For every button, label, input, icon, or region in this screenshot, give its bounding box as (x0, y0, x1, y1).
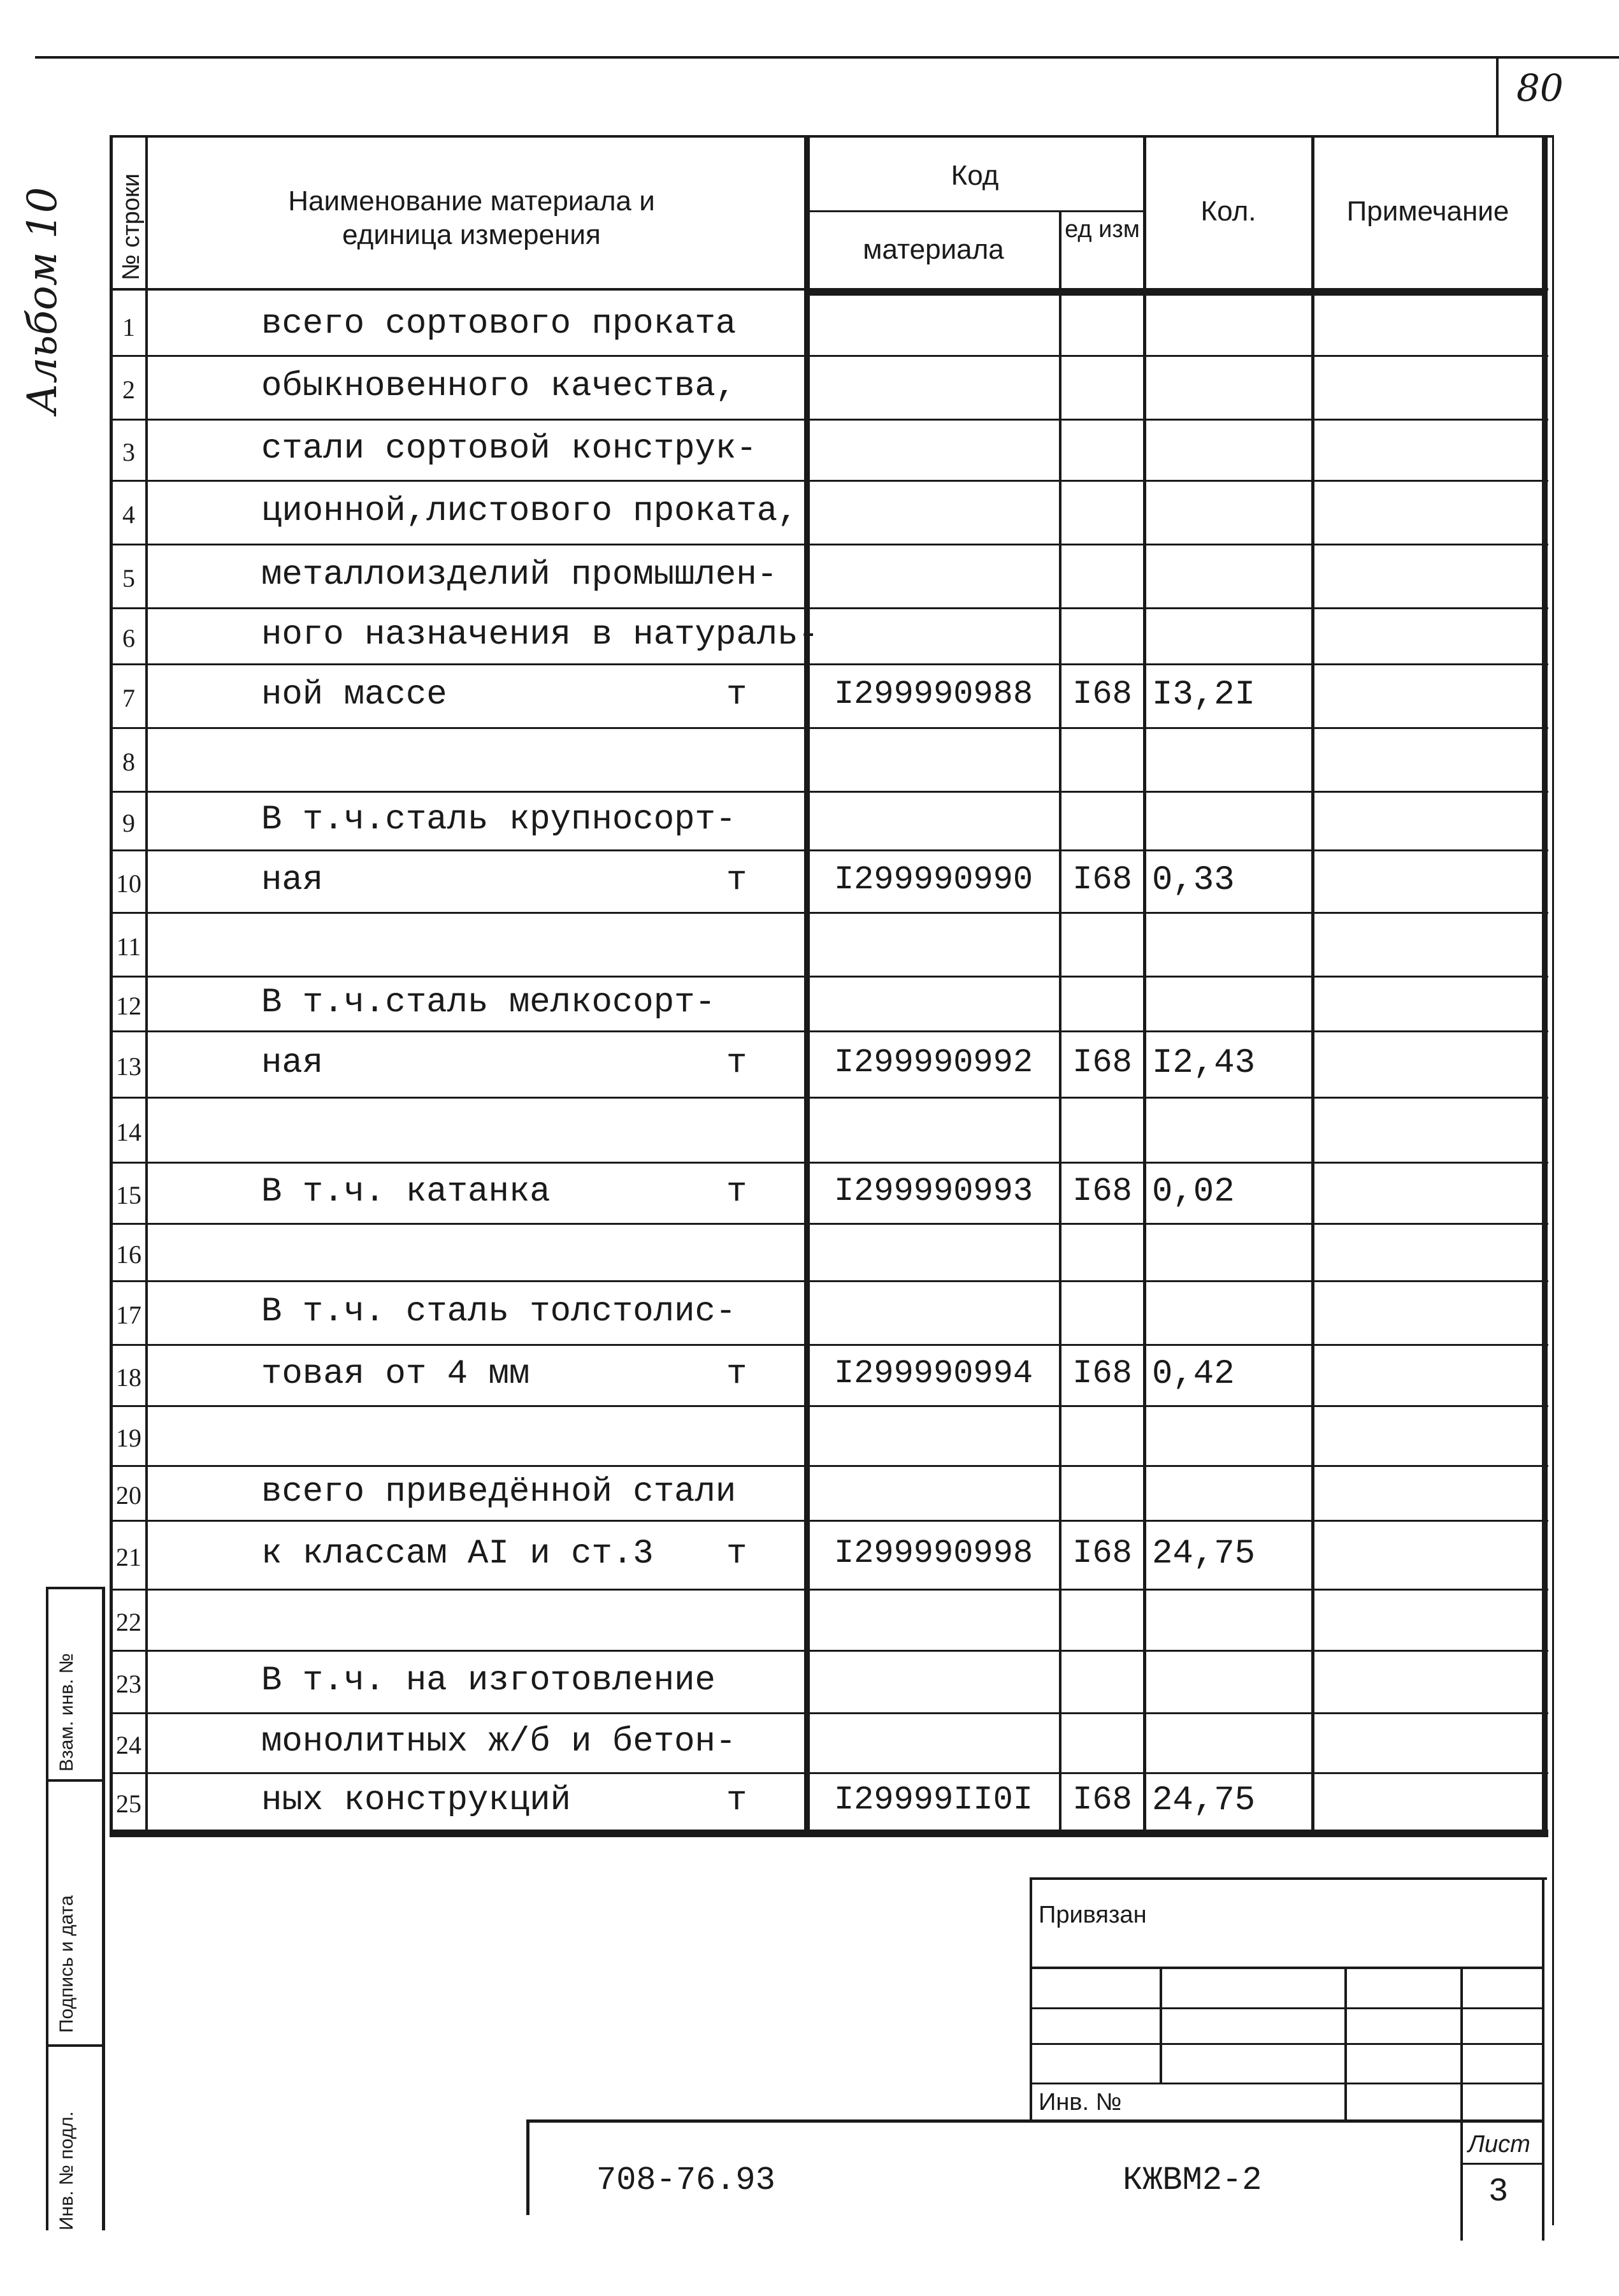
header-code-material: материала (863, 234, 1004, 265)
row-divider (110, 1712, 1548, 1714)
row-number: 15 (116, 1181, 141, 1209)
sheet-label: Лист (1468, 2131, 1530, 2158)
row-ed: I68 (1072, 1173, 1132, 1210)
row-name: В т.ч.сталь мелкосорт- (261, 983, 716, 1022)
row-name: В т.ч. сталь толстолис- (261, 1292, 737, 1331)
row-number: 2 (122, 375, 135, 404)
row-number: 24 (116, 1731, 141, 1759)
header-qty: Кол. (1200, 196, 1256, 227)
sheet-label-rule (1460, 2163, 1544, 2165)
title-strip-top (526, 2119, 1544, 2123)
row-number: 1 (122, 313, 135, 342)
margin-divider-1 (46, 1587, 104, 1589)
stamp-row-3 (1030, 2043, 1544, 2045)
row-name: всего приведённой стали (261, 1473, 737, 1512)
header-rownum: № строки (118, 173, 145, 280)
row-unit: т (726, 675, 747, 714)
row-divider (110, 849, 1548, 851)
stamp-col-3 (1460, 1967, 1463, 2241)
row-qty: I2,43 (1152, 1044, 1256, 1083)
row-number: 8 (122, 747, 135, 776)
row-ed: I68 (1072, 675, 1132, 713)
row-divider (110, 976, 1548, 978)
row-divider (110, 1223, 1548, 1225)
row-code: I299990994 (833, 1355, 1033, 1392)
row-number: 13 (116, 1052, 141, 1081)
row-number: 17 (116, 1301, 141, 1329)
row-divider (110, 1520, 1548, 1522)
stamp-box-top (1030, 1877, 1547, 1880)
row-name: обыкновенного качества, (261, 367, 737, 406)
row-code: I299990993 (833, 1173, 1033, 1210)
row-unit: т (726, 861, 747, 900)
outer-right-edge (1552, 135, 1554, 2225)
table-bottom (110, 1831, 1548, 1837)
row-ed: I68 (1072, 861, 1132, 899)
row-unit: т (726, 1044, 747, 1083)
row-ed: I68 (1072, 1044, 1132, 1081)
row-number: 9 (122, 809, 135, 837)
row-name: стали сортовой конструк- (261, 430, 757, 468)
row-divider (110, 1280, 1548, 1282)
top-rule (35, 56, 1619, 59)
row-name: монолитных ж/б и бетон- (261, 1722, 737, 1761)
row-divider (110, 1405, 1548, 1407)
row-name: ной массе (261, 675, 447, 714)
row-number: 20 (116, 1481, 141, 1510)
row-ed: I68 (1072, 1355, 1132, 1392)
col-name-border (804, 135, 810, 1835)
row-unit: т (726, 1534, 747, 1573)
col-rownum-border (145, 135, 148, 1835)
stamp-row-1 (1030, 1967, 1544, 1969)
row-ed: I68 (1072, 1534, 1132, 1572)
row-name: всего сортового проката (261, 305, 737, 343)
col-unit-border (1143, 135, 1146, 1835)
row-qty: 24,75 (1152, 1781, 1256, 1820)
row-number: 22 (116, 1608, 141, 1636)
row-number: 12 (116, 992, 141, 1020)
row-number: 3 (122, 438, 135, 466)
doc-code: КЖВМ2-2 (1123, 2162, 1262, 2199)
header-note: Примечание (1346, 196, 1509, 227)
row-number: 14 (116, 1118, 141, 1146)
row-divider (110, 1772, 1548, 1774)
row-divider (110, 1830, 1548, 1831)
stamp-col-2 (1344, 1967, 1347, 2119)
stamp-row-4 (1030, 2083, 1544, 2084)
col-right-border (1542, 135, 1548, 1835)
row-name: ная (261, 1044, 324, 1083)
row-qty: 0,42 (1152, 1355, 1235, 1394)
row-code: I29999II0I (833, 1781, 1033, 1819)
header-name: Наименование материала и единица измерения (288, 185, 655, 250)
header-code-unit: ед изм (1065, 216, 1140, 243)
row-unit: т (726, 1781, 747, 1820)
stamp-box-right (1542, 1877, 1544, 2241)
row-qty: I3,2I (1152, 675, 1256, 714)
margin-divider-2 (46, 1779, 104, 1782)
row-number: 16 (116, 1240, 141, 1269)
margin-strip-outer (46, 1587, 48, 2230)
row-divider (110, 607, 1548, 609)
row-number: 18 (116, 1363, 141, 1392)
row-divider (110, 355, 1548, 357)
row-number: 23 (116, 1670, 141, 1698)
row-divider (110, 1344, 1548, 1346)
row-name: ционной,листового проката, (261, 492, 798, 531)
row-number: 11 (116, 932, 141, 961)
stamp-row-2 (1030, 2007, 1544, 2009)
row-unit: т (726, 1355, 747, 1394)
row-divider (110, 1030, 1548, 1032)
row-divider (110, 1589, 1548, 1591)
row-name: ная (261, 861, 324, 900)
body-top-thick (804, 291, 1548, 296)
row-number: 10 (116, 869, 141, 898)
row-divider (110, 663, 1548, 665)
row-code: I299990998 (833, 1534, 1033, 1572)
row-name: товая от 4 мм (261, 1355, 530, 1394)
page-number-box-left (1496, 56, 1499, 138)
row-name: В т.ч. катанка (261, 1173, 550, 1211)
row-divider (110, 1650, 1548, 1652)
row-divider (110, 791, 1548, 793)
row-divider (110, 544, 1548, 545)
row-divider (110, 1465, 1548, 1467)
row-name: В т.ч.сталь крупносорт- (261, 800, 737, 839)
header-code-split (804, 210, 1146, 212)
row-name: ных конструкций (261, 1781, 572, 1820)
row-name: ного назначения в натураль- (261, 616, 819, 654)
row-number: 19 (116, 1424, 141, 1452)
row-code: I299990988 (833, 675, 1033, 713)
row-name: В т.ч. на изготовление (261, 1661, 716, 1700)
header-code: Код (951, 160, 999, 191)
row-number: 6 (122, 624, 135, 653)
row-number: 25 (116, 1789, 141, 1818)
margin-label-top: Взам. инв. № (56, 1653, 77, 1772)
row-number: 7 (122, 684, 135, 712)
inv-label: Инв. № (1039, 2089, 1122, 2116)
row-qty: 0,33 (1152, 861, 1235, 900)
margin-label-middle: Подпись и дата (56, 1895, 77, 2033)
row-divider (110, 1162, 1548, 1164)
stamp-col-1 (1160, 1967, 1162, 2083)
title-strip-left (526, 2119, 529, 2215)
row-divider (110, 419, 1548, 421)
header-top (110, 135, 1553, 138)
row-divider (110, 727, 1548, 729)
row-code: I299990992 (833, 1044, 1033, 1081)
row-name: металлоизделий промышлен- (261, 556, 778, 595)
row-number: 5 (122, 564, 135, 593)
row-code: I299990990 (833, 861, 1033, 899)
row-divider (110, 480, 1548, 482)
bound-label: Привязан (1039, 1902, 1147, 1928)
row-divider (110, 912, 1548, 914)
col-qty-border (1311, 135, 1314, 1835)
row-number: 4 (122, 500, 135, 529)
doc-number: 708-76.93 (596, 2162, 775, 2199)
margin-label-bottom: Инв. № подл. (56, 2111, 77, 2230)
row-name: к классам AI и ст.3 (261, 1534, 654, 1573)
row-number: 21 (116, 1543, 141, 1571)
row-qty: 0,02 (1152, 1173, 1235, 1211)
sheet-number: 3 (1488, 2173, 1509, 2211)
row-qty: 24,75 (1152, 1534, 1256, 1573)
col-code-border (1059, 210, 1061, 1835)
margin-divider-3 (46, 2044, 104, 2047)
row-unit: т (726, 1173, 747, 1211)
margin-strip-inner (102, 1587, 105, 2230)
row-ed: I68 (1072, 1781, 1132, 1819)
album-label: Альбом 10 (19, 187, 66, 414)
row-divider (110, 1097, 1548, 1099)
page-number: 80 (1516, 66, 1564, 110)
